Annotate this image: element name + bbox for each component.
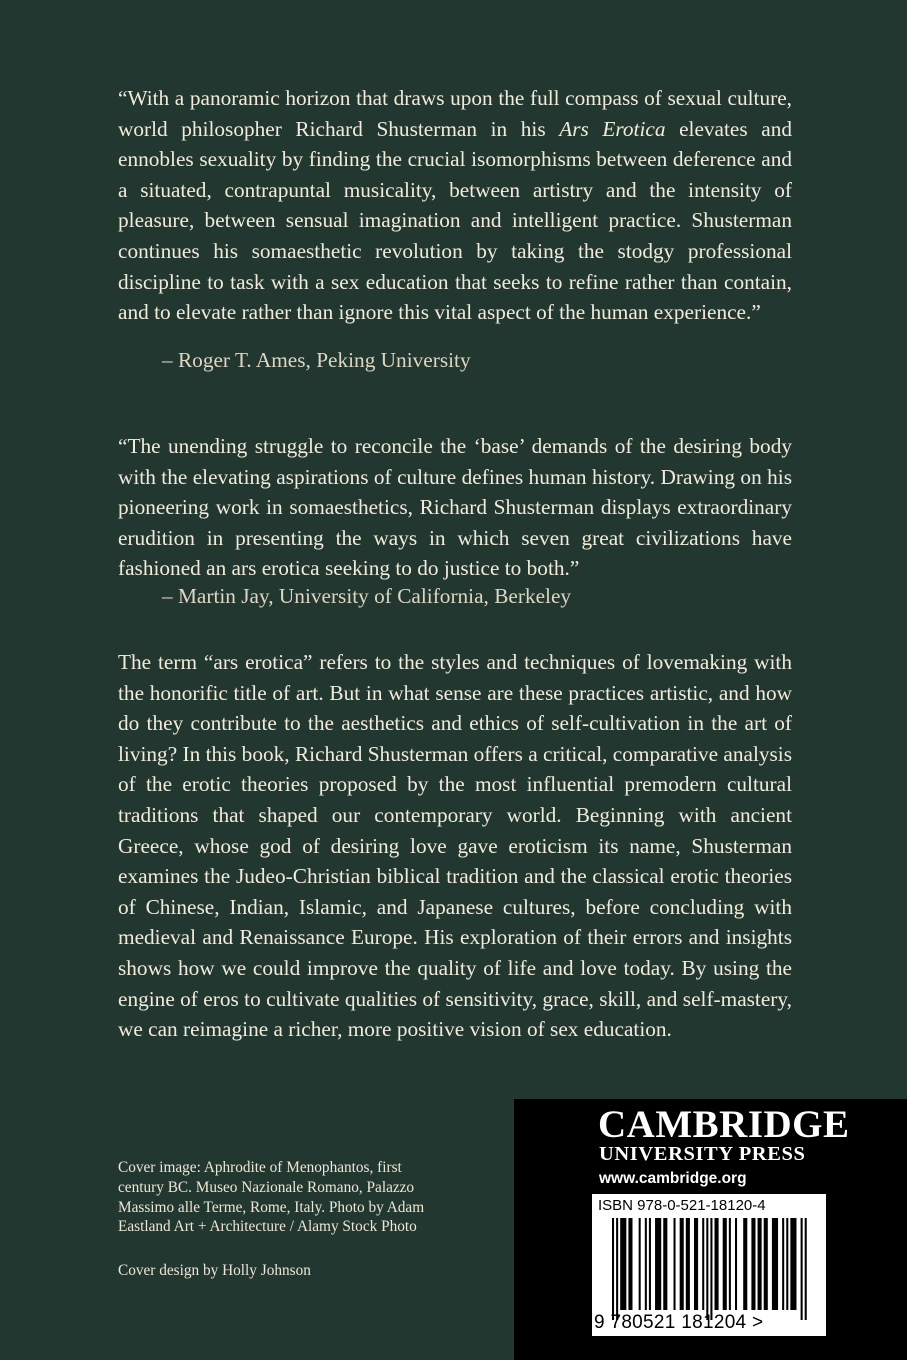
quote-text: “With a panoramic horizon that draws upon the full compass of sexual culture, world philosopher Richard Shusterman in his Ars Erotica elevates and ennobles sexuality by finding the crucial isomorphisms between deference and a situated, contrapuntal musicality, between artistry and the intensity of pleasure, between sensual imagination and intelligent practice. Shusterman continues his somaesthetic revolution by taking the stodgy professional discipline to task with a sex education that seeks to refine rather than contain, and to elevate rather than ignore this vital aspect of the human experience.” xyxy=(118,86,793,325)
attribution-martin-jay: – Martin Jay, University of California, Berkeley xyxy=(162,584,572,608)
barcode-bar xyxy=(655,1218,661,1310)
cover-design-credit: Cover design by Holly Johnson xyxy=(118,1262,311,1279)
description-text: The term “ars erotica” refers to the styles and techniques of lovemaking with the honorific title of art. But in what sense are these practices artistic, and how do they contribute to the aesthetics and ethics of self-cultivation in the art of living? In this book, Richard Shusterman offers a critical, comparative analysis of the erotic theories proposed by the most influential premodern cultural traditions that shaped our contemporary world. Beginning with ancient Greece, whose god of desiring love gave eroticism its name, Shusterman examines the Judeo-Christian biblical tradition and the classical erotic theories of Chinese, Indian, Islamic, and Japanese cultures, before concluding with medieval and Renaissance Europe. His exploration of their errors and insights shows how we could improve the quality of life and love today. By using the engine of eros to cultivate qualities of sensitivity, grace, skill, and self-mastery, we can reimagine a richer, more positive vision of sex education. xyxy=(118,650,792,1042)
book-title: Ars Erotica xyxy=(559,116,666,141)
barcode-bar xyxy=(764,1218,768,1310)
barcode-bar xyxy=(723,1218,727,1310)
barcode-bar xyxy=(663,1218,667,1310)
barcode-bar xyxy=(616,1218,618,1320)
publisher-subtitle: UNIVERSITY PRESS xyxy=(599,1143,806,1165)
barcode xyxy=(592,1194,826,1336)
barcode-bar xyxy=(710,1218,712,1320)
quote-text: “The unending struggle to reconcile the ‘base’ demands of the desiring body with the elevating aspirations of culture defines human history. Drawing on his pioneering work in somaesthetics, Richard Shusterman displays extraordinary erudition in presenting the ways in which seven great civilizations have fashioned an ars erotica seeking to do justice to both.” xyxy=(118,434,792,581)
barcode-bar xyxy=(782,1218,784,1310)
book-description xyxy=(118,647,792,1045)
barcode-bar xyxy=(620,1218,626,1310)
publisher-panel xyxy=(514,1099,907,1360)
attribution-roger-ames: – Roger T. Ames, Peking University xyxy=(162,348,471,372)
quote-roger-ames xyxy=(118,83,792,328)
barcode-bar xyxy=(686,1218,690,1310)
barcode-bar xyxy=(674,1218,676,1310)
isbn-label: ISBN 978-0-521-18120-4 xyxy=(598,1197,766,1214)
barcode-bar xyxy=(628,1218,632,1310)
barcode-bar xyxy=(805,1218,807,1320)
barcode-bar xyxy=(772,1218,778,1310)
cover-image-credit: Cover image: Aphrodite of Menophantos, first century BC. Museo Nazionale Romano, Palazzo Massimo alle Terme, Rome, Italy. Photo by Adam Eastland Art + Architecture / Alamy Stock Photo xyxy=(118,1159,425,1236)
barcode-bar xyxy=(786,1218,788,1310)
barcode-bar xyxy=(649,1218,651,1310)
barcode-bar xyxy=(706,1218,708,1320)
publisher-logo: CAMBRIDGE xyxy=(598,1103,850,1146)
barcode-bar xyxy=(702,1218,704,1310)
barcode-bar xyxy=(639,1218,641,1310)
barcode-bar xyxy=(801,1218,803,1320)
barcode-bar xyxy=(612,1218,614,1320)
publisher-url: www.cambridge.org xyxy=(599,1170,747,1187)
barcode-bar xyxy=(680,1218,684,1310)
quote-martin-jay xyxy=(118,431,792,584)
barcode-bar xyxy=(735,1218,737,1310)
barcode-bar xyxy=(729,1218,731,1310)
barcode-digits: 9 780521 181204 > xyxy=(594,1312,764,1333)
barcode-bar xyxy=(715,1218,719,1310)
barcode-bar xyxy=(751,1218,755,1310)
barcode-bar xyxy=(694,1218,698,1310)
barcode-bar xyxy=(645,1218,647,1310)
barcode-bar xyxy=(743,1218,747,1310)
barcode-bar xyxy=(790,1218,796,1310)
barcode-bar xyxy=(758,1218,762,1310)
